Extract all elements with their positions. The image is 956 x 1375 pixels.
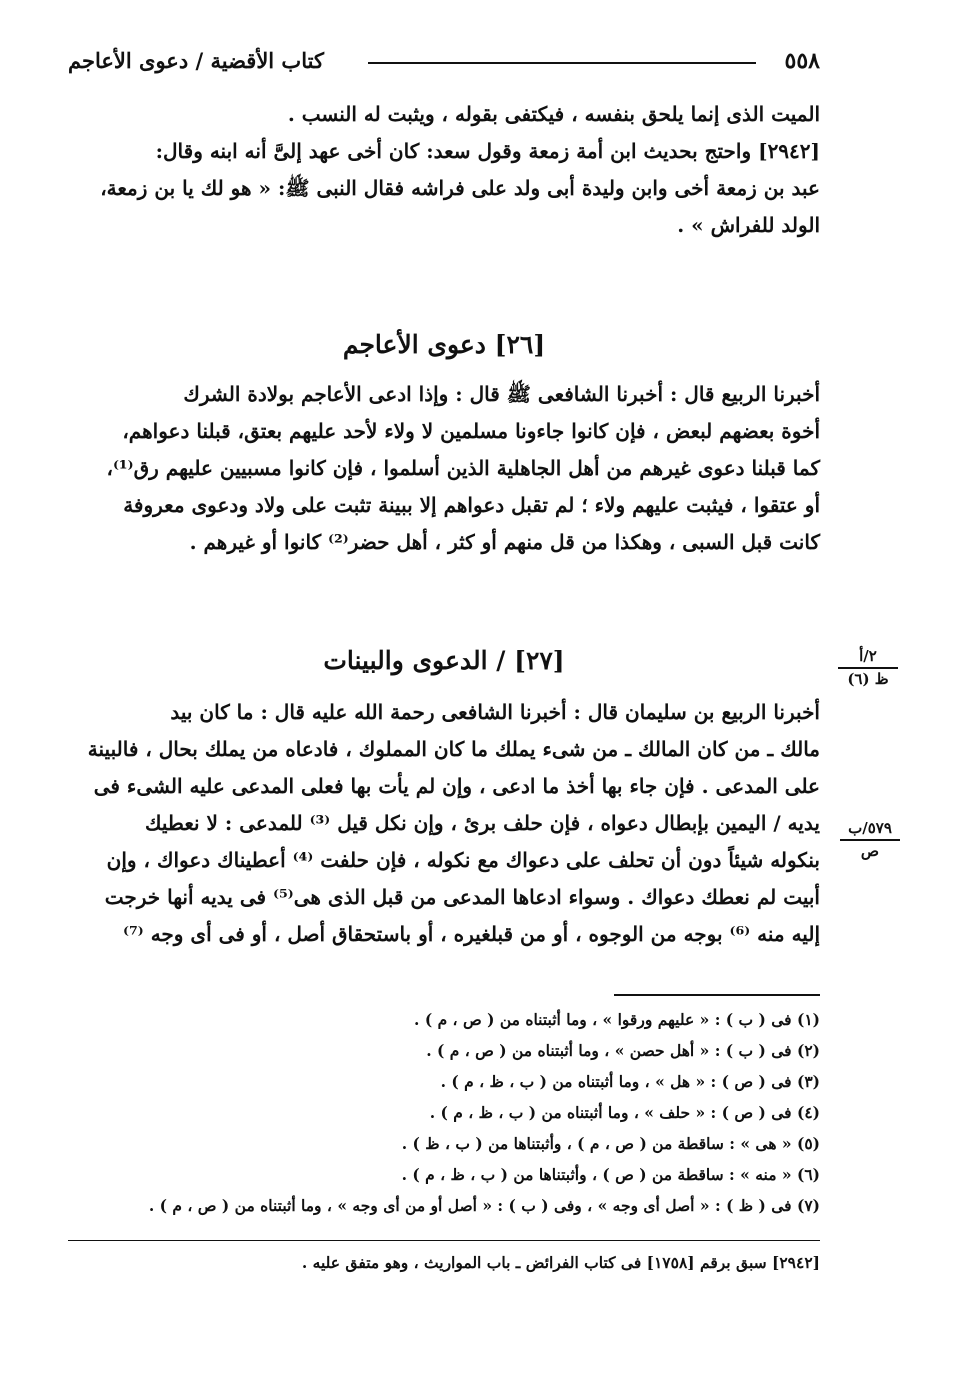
- opening-paragraph: [68, 96, 820, 244]
- text-line: أو عتقوا ، فيثبت عليهم ولاء ؛ لم تقبل دعواهم إلا ببينة تثبت على ولاد ودعوى معروفة: [123, 493, 820, 517]
- footnote: (٥) « هى » : ساقطة من ( ص ، م ) ، وأثبتناها من ( ب ، ظ ) .: [401, 1134, 820, 1153]
- footnote: (٢) فى ( ب ) : « أهل حصن » ، وما أثبتناه من ( ص ، م ) .: [426, 1041, 820, 1060]
- footnote-divider: [614, 994, 820, 996]
- text-line: كانت قبل السبى ، وهكذا من قل منهم أو كثر ، أهل حضر⁽²⁾ كانوا أو غيرهم .: [189, 530, 820, 554]
- footnote: (١) فى ( ب ) : « عليهم ورقوا » ، وما أثبتناه من ( ص ، م ) .: [414, 1010, 820, 1029]
- margin-note-manuscript-ref: [838, 646, 898, 689]
- reference-divider: [68, 1240, 820, 1241]
- margin-note-bottom: ص: [860, 842, 880, 860]
- section-26-body: [68, 376, 820, 561]
- margin-note-manuscript-ref: [840, 818, 900, 861]
- running-title: كتاب الأقضية / دعوى الأعاجم: [68, 48, 324, 73]
- section-27-title: [٢٧] / الدعوى والبينات: [323, 646, 565, 675]
- text-line: أخوة بعضهم لبعض ، فإن كانوا جاءونا مسلمين لا ولاء لأحد عليهم بعتق، قبلنا دعواهم،: [122, 419, 820, 443]
- footnote: (٣) فى ( ص ) : « هل » ، وما أثبتناه من ( ب ، ظ ، م ) .: [440, 1072, 820, 1091]
- text-line: عبد بن زمعة أخى وابن وليدة أبى ولد على فراشه فقال النبى ﷺ: « هو لك يا بن زمعة،: [100, 176, 820, 200]
- text-line: أخبرنا الربيع قال : أخبرنا الشافعى ﷺ قال : وإذا ادعى الأعاجم بولادة الشرك: [183, 382, 820, 406]
- text-line: أخبرنا الربيع بن سليمان قال : أخبرنا الشافعى رحمة الله عليه قال : ما كان بيد: [170, 700, 820, 724]
- text-line: على المدعى . فإن جاء بها أخذ ما ادعى ، وإن لم يأت بها فعلى المدعى عليه الشىء فى: [93, 774, 820, 798]
- page-number: ٥٥٨: [784, 48, 820, 74]
- footnote: (٦) « منه » : ساقطة من ( ص ) ، وأثبتناها من ( ب ، ظ ، م ) .: [401, 1165, 820, 1184]
- page-header: [68, 44, 820, 80]
- section-27-body: [68, 694, 820, 953]
- text-line: أبيت لم نعطك دعواك . وسواء ادعاها المدعى من قبل الذى هى⁽⁵⁾ فى يديه أنها خرجت: [104, 885, 820, 909]
- header-rule: [368, 62, 756, 64]
- text-line: يديه / اليمين بإبطال دعواه ، فإن حلف برئ ، وإن نكل قيل ⁽³⁾ للمدعى : لا نعطيك: [145, 811, 820, 835]
- text-line: [٢٩٤٢] واحتج بحديث ابن أمة زمعة وقول سعد: كان أخى عهد إلىَّ أنه ابنه وقال:: [155, 139, 820, 163]
- hadith-reference: [٢٩٤٢] سبق برقم [١٧٥٨] فى كتاب الفرائض ـ باب المواريث ، وهو متفق عليه .: [301, 1253, 820, 1272]
- footnote: (٧) فى ( ظ ) : « أصل أى وجه » ، وفى ( ب ) : « أصل أو من أى وجه » ، وما أثبتناه من ( ص ، م ) .: [148, 1196, 820, 1215]
- text-line: إليه منه ⁽⁶⁾ بوجه من الوجوه ، أو من قبلغيره ، أو باستحقاق أصل ، أو فى أى وجه ⁽⁷⁾: [123, 922, 820, 946]
- text-line: الميت الذى إنما يلحق بنفسه ، فيكتفى بقوله ، ويثبت له النسب .: [287, 102, 820, 126]
- text-line: بنكوله شيئاً دون أن تحلف على دعواك مع نكوله ، فإن حلفت ⁽⁴⁾ أعطيناك دعواك ، وإن: [106, 848, 820, 872]
- text-line: الولد للفراش » .: [677, 213, 820, 237]
- text-line: مالك ـ من كان المالك ـ من شىء يملك ما كان المملوك ، فادعاه من يملك بحال ، فالبينة: [87, 737, 820, 761]
- footnote: (٤) فى ( ص ) : « حلف » ، وما أثبتناه من ( ب ، ظ ، م ) .: [429, 1103, 820, 1122]
- margin-note-top: ٥٧٩/ب: [840, 818, 900, 841]
- section-26-title: [٢٦] دعوى الأعاجم: [342, 330, 546, 359]
- margin-note-top: ٢/أ: [838, 646, 898, 669]
- margin-note-bottom: ظ (٦): [847, 670, 889, 688]
- text-line: كما قبلنا دعوى غيرهم من أهل الجاهلية الذين أسلموا ، فإن كانوا مسبيين عليهم رق⁽¹⁾،: [106, 456, 820, 480]
- footnotes: [68, 1004, 820, 1221]
